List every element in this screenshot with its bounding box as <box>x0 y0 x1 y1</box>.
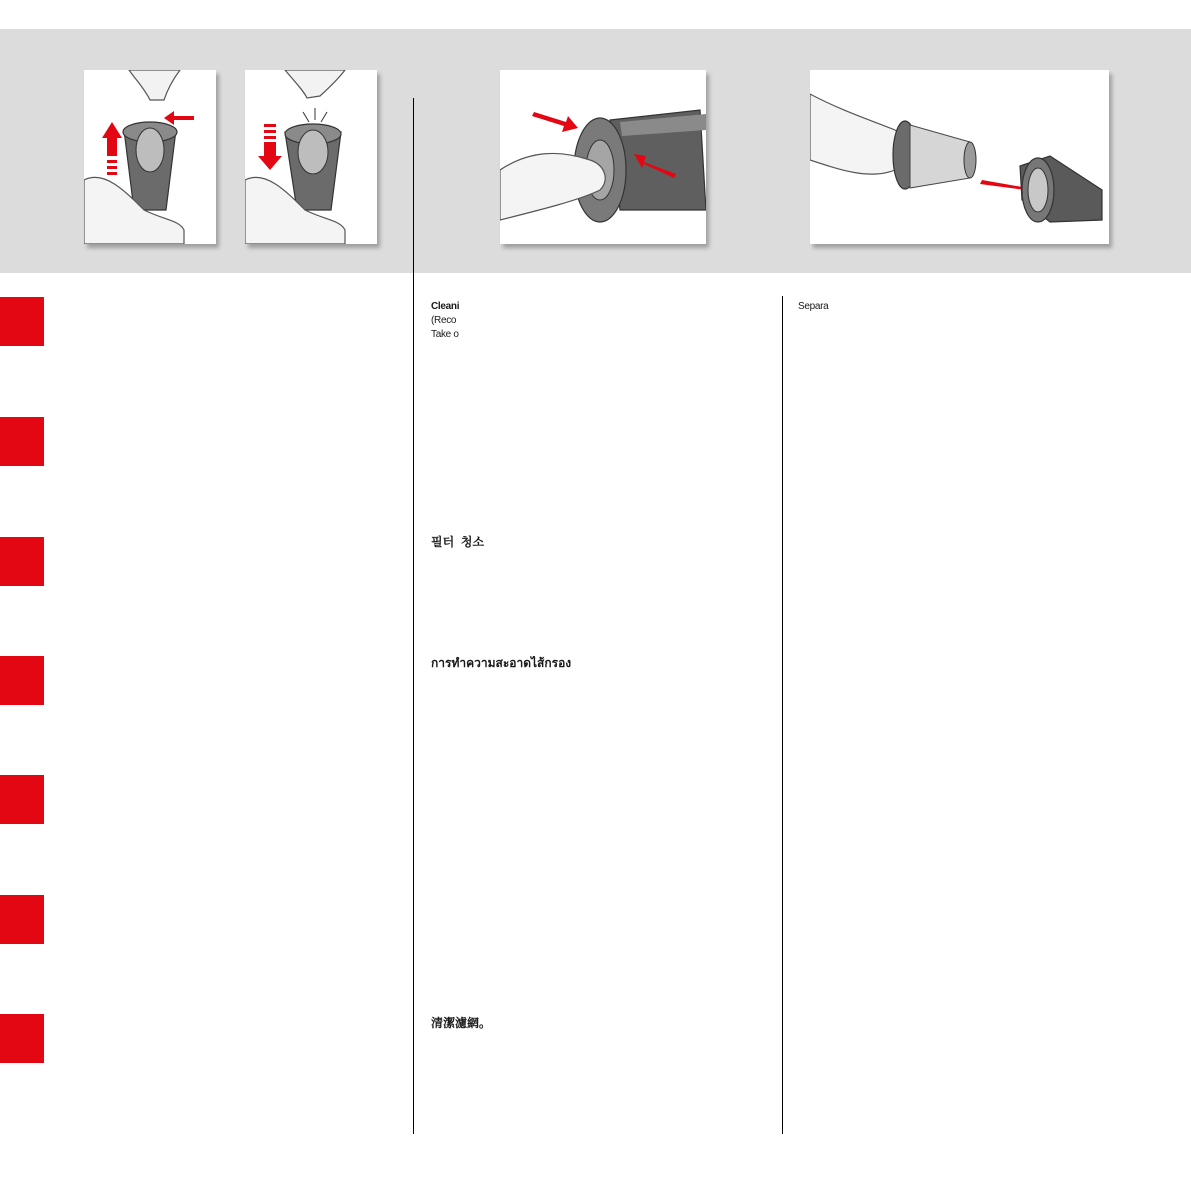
korean-section-title: 필터 청소 <box>431 535 485 549</box>
language-tab-2 <box>0 417 44 466</box>
english-line-2: (Reco <box>431 315 457 326</box>
open-dust-container-illustration <box>500 70 706 244</box>
hand-opening-container-icon <box>500 70 706 244</box>
language-tab-3 <box>0 537 44 586</box>
hand-tapping-filter-icon <box>245 70 377 244</box>
language-tab-6 <box>0 895 44 944</box>
separate-line-1: Separa <box>798 301 829 312</box>
english-section-title: Cleani <box>431 301 460 312</box>
hand-separating-filter-icon <box>810 70 1109 244</box>
hands-lifting-filter-icon <box>84 70 216 244</box>
filter-release-illustration <box>84 70 216 244</box>
column-divider-2 <box>782 296 783 1134</box>
separate-filter-illustration <box>810 70 1109 244</box>
filter-tap-illustration <box>245 70 377 244</box>
column-divider-1 <box>413 98 414 1134</box>
language-tab-4 <box>0 656 44 705</box>
english-line-3: Take o <box>431 329 459 340</box>
language-tab-7 <box>0 1014 44 1063</box>
thai-section-title: การทำความสะอาดไส้กรอง <box>431 656 572 670</box>
chinese-section-title: 清潔濾網。 <box>431 1016 492 1030</box>
language-tab-5 <box>0 775 44 824</box>
language-tab-1 <box>0 297 44 346</box>
